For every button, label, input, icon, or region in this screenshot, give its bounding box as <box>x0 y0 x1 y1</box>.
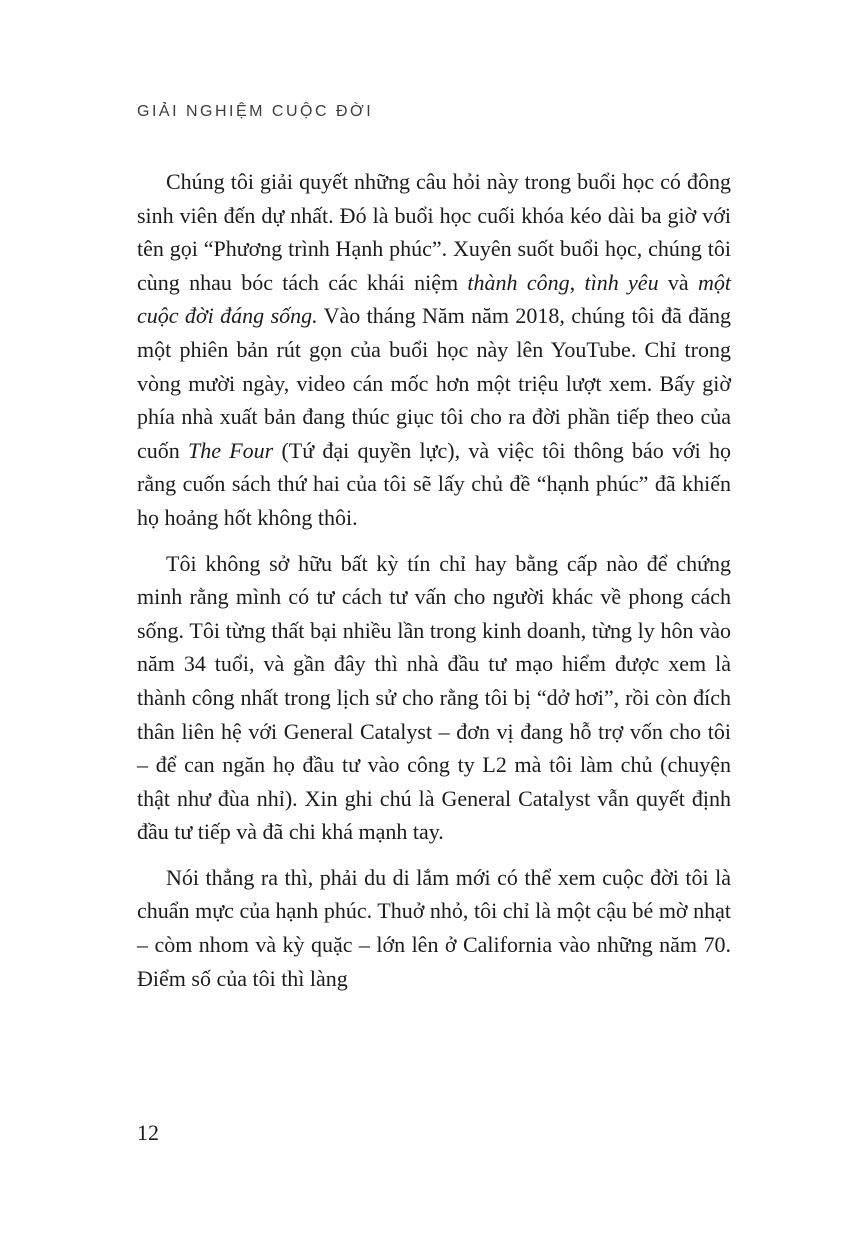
text-run: Vào tháng Năm năm 2018, chúng tôi đã đăng một phiên bản rút gọn của buổi học này lên YouTube. Chỉ trong vòng mười ngày, video cán mốc hơn một triệu lượt xem. Bấy giờ phía nhà xuất bản đang thúc giục tôi cho ra đời phần tiếp theo của cuốn <box>137 303 731 463</box>
italic-text-run: thành công <box>467 269 570 295</box>
text-run: , <box>569 269 585 295</box>
paragraph <box>137 861 731 995</box>
text-run: Chúng tôi giải quyết những câu hỏi này trong buổi học có đông sinh viên đến dự nhất. Đó là buổi học cuối khóa kéo dài ba giờ với tên gọi “Phương trình Hạnh phúc”. Xuyên suốt buổi học, chúng tôi cùng nhau bóc tách các khái niệm <box>137 169 731 295</box>
text-run: (Tứ đại quyền lực), và việc tôi thông báo với họ rằng cuốn sách thứ hai của tôi sẽ lấy chủ đề “hạnh phúc” đã khiến họ hoảng hốt không thôi. <box>137 437 731 530</box>
text-run: Tôi không sở hữu bất kỳ tín chỉ hay bằng cấp nào để chứng minh rằng mình có tư cách tư vấn cho người khác về phong cách sống. Tôi từng thất bại nhiều lần trong kinh doanh, từng ly hôn vào năm 34 tuổi, và gần đây thì nhà đầu tư mạo hiểm được xem là thành công nhất trong lịch sử cho rằng tôi bị “dở hơi”, rồi còn đích thân liên hệ với General Catalyst – đơn vị đang hỗ trợ vốn cho tôi – để can ngăn họ đầu tư vào công ty L2 mà tôi làm chủ (chuyện thật như đùa nhỉ). Xin ghi chú là General Catalyst vẫn quyết định đầu tư tiếp và đã chi khá mạnh tay. <box>137 550 731 845</box>
paragraph <box>137 547 731 849</box>
page-number: 12 <box>137 1120 159 1145</box>
text-run: Nói thẳng ra thì, phải du di lắm mới có thể xem cuộc đời tôi là chuẩn mực của hạnh phúc. Thuở nhỏ, tôi chỉ là một cậu bé mờ nhạt – còm nhom và kỳ quặc – lớn lên ở California vào những năm 70. Điểm số của tôi thì làng <box>137 864 731 991</box>
italic-text-run: The Four <box>188 437 274 463</box>
body-text <box>137 165 731 1007</box>
text-run: và <box>658 269 699 295</box>
paragraph <box>137 165 731 535</box>
italic-text-run: tình yêu <box>584 269 659 295</box>
italic-text-run: một cuộc đời đáng sống. <box>137 269 732 329</box>
running-header: GIẢI NGHIỆM CUỘC ĐỜI <box>137 103 374 120</box>
